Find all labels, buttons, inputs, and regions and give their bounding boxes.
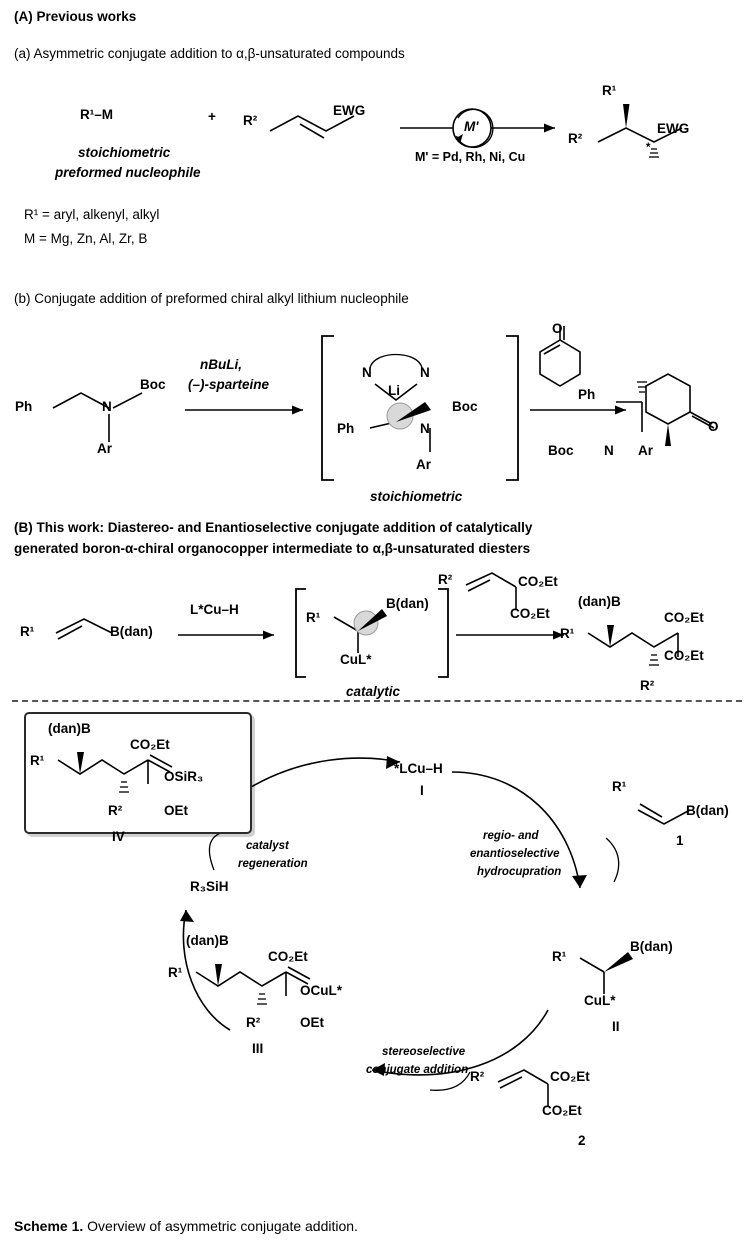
substrate2-co2et-top: CO₂Et xyxy=(550,1069,590,1084)
b-prod-skeleton xyxy=(586,611,736,695)
product-skeleton-b xyxy=(608,360,738,470)
substrate1-number: 1 xyxy=(676,833,684,848)
catalyst-circle-label: M' xyxy=(464,119,479,134)
intermediate2-cul: CuL* xyxy=(584,993,616,1008)
product4-r1: R¹ xyxy=(30,753,45,768)
product-ewg-label: EWG xyxy=(657,121,690,136)
b-prod-r1: R¹ xyxy=(560,626,575,641)
b-acc-co2et-bot: CO₂Et xyxy=(510,606,550,621)
substrate2-r2: R² xyxy=(470,1069,485,1084)
catalyst-roman-label: I xyxy=(420,783,424,798)
acceptor-r2-label: R² xyxy=(243,113,258,128)
intermediate2-roman-label: II xyxy=(612,1019,620,1034)
catalytic-cycle xyxy=(0,710,754,1190)
section-divider xyxy=(12,700,742,702)
step-regeneration-2: regeneration xyxy=(238,858,308,870)
nucleophile-formula: R¹–M xyxy=(80,107,113,122)
product4-danb: (dan)B xyxy=(48,721,91,736)
intermediate3-ocul: OCuL* xyxy=(300,983,342,998)
sm-ph-label: Ph xyxy=(15,399,33,414)
product4-oet: OEt xyxy=(164,803,189,818)
b-arrow-1 xyxy=(178,625,288,645)
acceptor-ewg-label: EWG xyxy=(333,103,366,118)
section-a-sub-a: (a) Asymmetric conjugate addition to α,β-unsaturated compounds xyxy=(14,46,405,61)
enone-skeleton xyxy=(520,330,600,394)
b-sm-bdan: B(dan) xyxy=(110,624,153,639)
prod-ar-label: Ar xyxy=(638,443,654,458)
b-int-r1: R¹ xyxy=(306,610,321,625)
prod-n-label: N xyxy=(604,443,614,458)
figure-caption xyxy=(14,1218,358,1234)
step-conjugate-1: stereoselective xyxy=(382,1046,466,1058)
reaction-arrow-b xyxy=(185,400,315,420)
scheme-a-b xyxy=(0,320,754,504)
intermediate3-r2: R² xyxy=(246,1015,261,1030)
sm-boc-label: Boc xyxy=(140,377,166,392)
prod-o-label: O xyxy=(708,419,719,434)
int-n2-label: N xyxy=(420,365,430,380)
product-stereocenter-mark: * xyxy=(646,142,651,154)
product4-co2et: CO₂Et xyxy=(130,737,170,752)
b-int-bdan: B(dan) xyxy=(386,596,429,611)
prod-ph-label: Ph xyxy=(578,387,596,402)
condition-nbuli: nBuLi, xyxy=(200,357,242,372)
section-a-heading: (A) Previous works xyxy=(14,9,137,24)
reaction-arrow-a xyxy=(400,98,583,158)
scheme-b xyxy=(0,565,754,699)
catalyst-note xyxy=(415,150,525,164)
intermediate2-r1: R¹ xyxy=(552,949,567,964)
int-ar-label: Ar xyxy=(416,457,432,472)
int-n1-label: N xyxy=(362,365,372,380)
step-hydrocupration-1: regio- and xyxy=(483,830,539,842)
b-int-cul: CuL* xyxy=(340,652,372,667)
section-b-heading-line1: (B) This work: Diastereo- and Enantioselective conjugate addition of catalytically xyxy=(14,520,533,535)
intermediate-caption-b: stoichiometric xyxy=(370,489,463,504)
b-int-caption: catalytic xyxy=(346,684,401,699)
sm-n-label: N xyxy=(102,399,112,414)
b-acc-co2et-top: CO₂Et xyxy=(518,574,558,589)
int-boc-label: Boc xyxy=(452,399,478,414)
b-prod-co2et-bot: CO₂Et xyxy=(664,648,704,663)
int-ph-label: Ph xyxy=(337,421,355,436)
hash-wedge xyxy=(649,149,659,157)
b-acc-r2: R² xyxy=(438,572,453,587)
figure-caption-text: Overview of asymmetric conjugate addition. xyxy=(83,1218,358,1234)
enone-o-label: O xyxy=(552,321,563,336)
legend-r1: R¹ = aryl, alkenyl, alkyl xyxy=(24,207,160,222)
prod-boc-label: Boc xyxy=(548,443,574,458)
catalyst-note-text: M' = Pd, Rh, Ni, Cu xyxy=(415,150,526,164)
substrate2-number: 2 xyxy=(578,1133,586,1148)
nucleophile-caption-1: stoichiometric xyxy=(78,145,171,160)
intermediate3-r1: R¹ xyxy=(168,965,183,980)
product4-r2: R² xyxy=(108,803,123,818)
b-prod-danb: (dan)B xyxy=(578,594,621,609)
substrate1-bdan: B(dan) xyxy=(686,803,729,818)
b-arrow-2 xyxy=(456,625,576,645)
sm-ar-label: Ar xyxy=(97,441,113,456)
section-b-heading-line2: generated boron-α-chiral organocopper intermediate to α,β-unsaturated diesters xyxy=(14,541,531,556)
substrate1-r1: R¹ xyxy=(612,779,627,794)
legend-m: M = Mg, Zn, Al, Zr, B xyxy=(24,231,148,246)
figure-caption-label: Scheme 1. xyxy=(14,1218,84,1234)
b-prod-co2et-top: CO₂Et xyxy=(664,610,704,625)
intermediate3-roman-label: III xyxy=(252,1041,264,1056)
step-hydrocupration-3: hydrocupration xyxy=(477,866,562,878)
catalyst-species: *LCu–H xyxy=(394,761,443,776)
b-sm-r1: R¹ xyxy=(20,624,35,639)
product-r1-label: R¹ xyxy=(602,83,617,98)
intermediate3-co2et: CO₂Et xyxy=(268,949,308,964)
product4-osir3: OSiR₃ xyxy=(164,769,204,784)
scheme-a-a xyxy=(0,78,754,248)
int-n3-label: N xyxy=(420,421,430,436)
int-li-label: Li xyxy=(388,383,400,398)
step-regeneration-1: catalyst xyxy=(246,840,289,852)
intermediate2-bdan: B(dan) xyxy=(630,939,673,954)
b-condition-lcuh: L*Cu–H xyxy=(190,602,239,617)
step-hydrocupration-2: enantioselective xyxy=(470,848,560,860)
nucleophile-caption-2: preformed nucleophile xyxy=(55,165,201,180)
condition-sparteine: (–)-sparteine xyxy=(188,377,270,392)
section-a-sub-b: (b) Conjugate addition of preformed chiral alkyl lithium nucleophile xyxy=(14,291,409,306)
substrate2-co2et-bot: CO₂Et xyxy=(542,1103,582,1118)
plus-sign: + xyxy=(208,109,216,124)
product4-roman-label: IV xyxy=(112,829,125,844)
intermediate3-oet: OEt xyxy=(300,1015,325,1030)
b-prod-r2: R² xyxy=(640,678,655,693)
product-r2-label: R² xyxy=(568,131,583,146)
step-conjugate-2: conjugate addition xyxy=(366,1064,469,1076)
silane-reagent: R₃SiH xyxy=(190,879,229,894)
intermediate3-danb: (dan)B xyxy=(186,933,229,948)
